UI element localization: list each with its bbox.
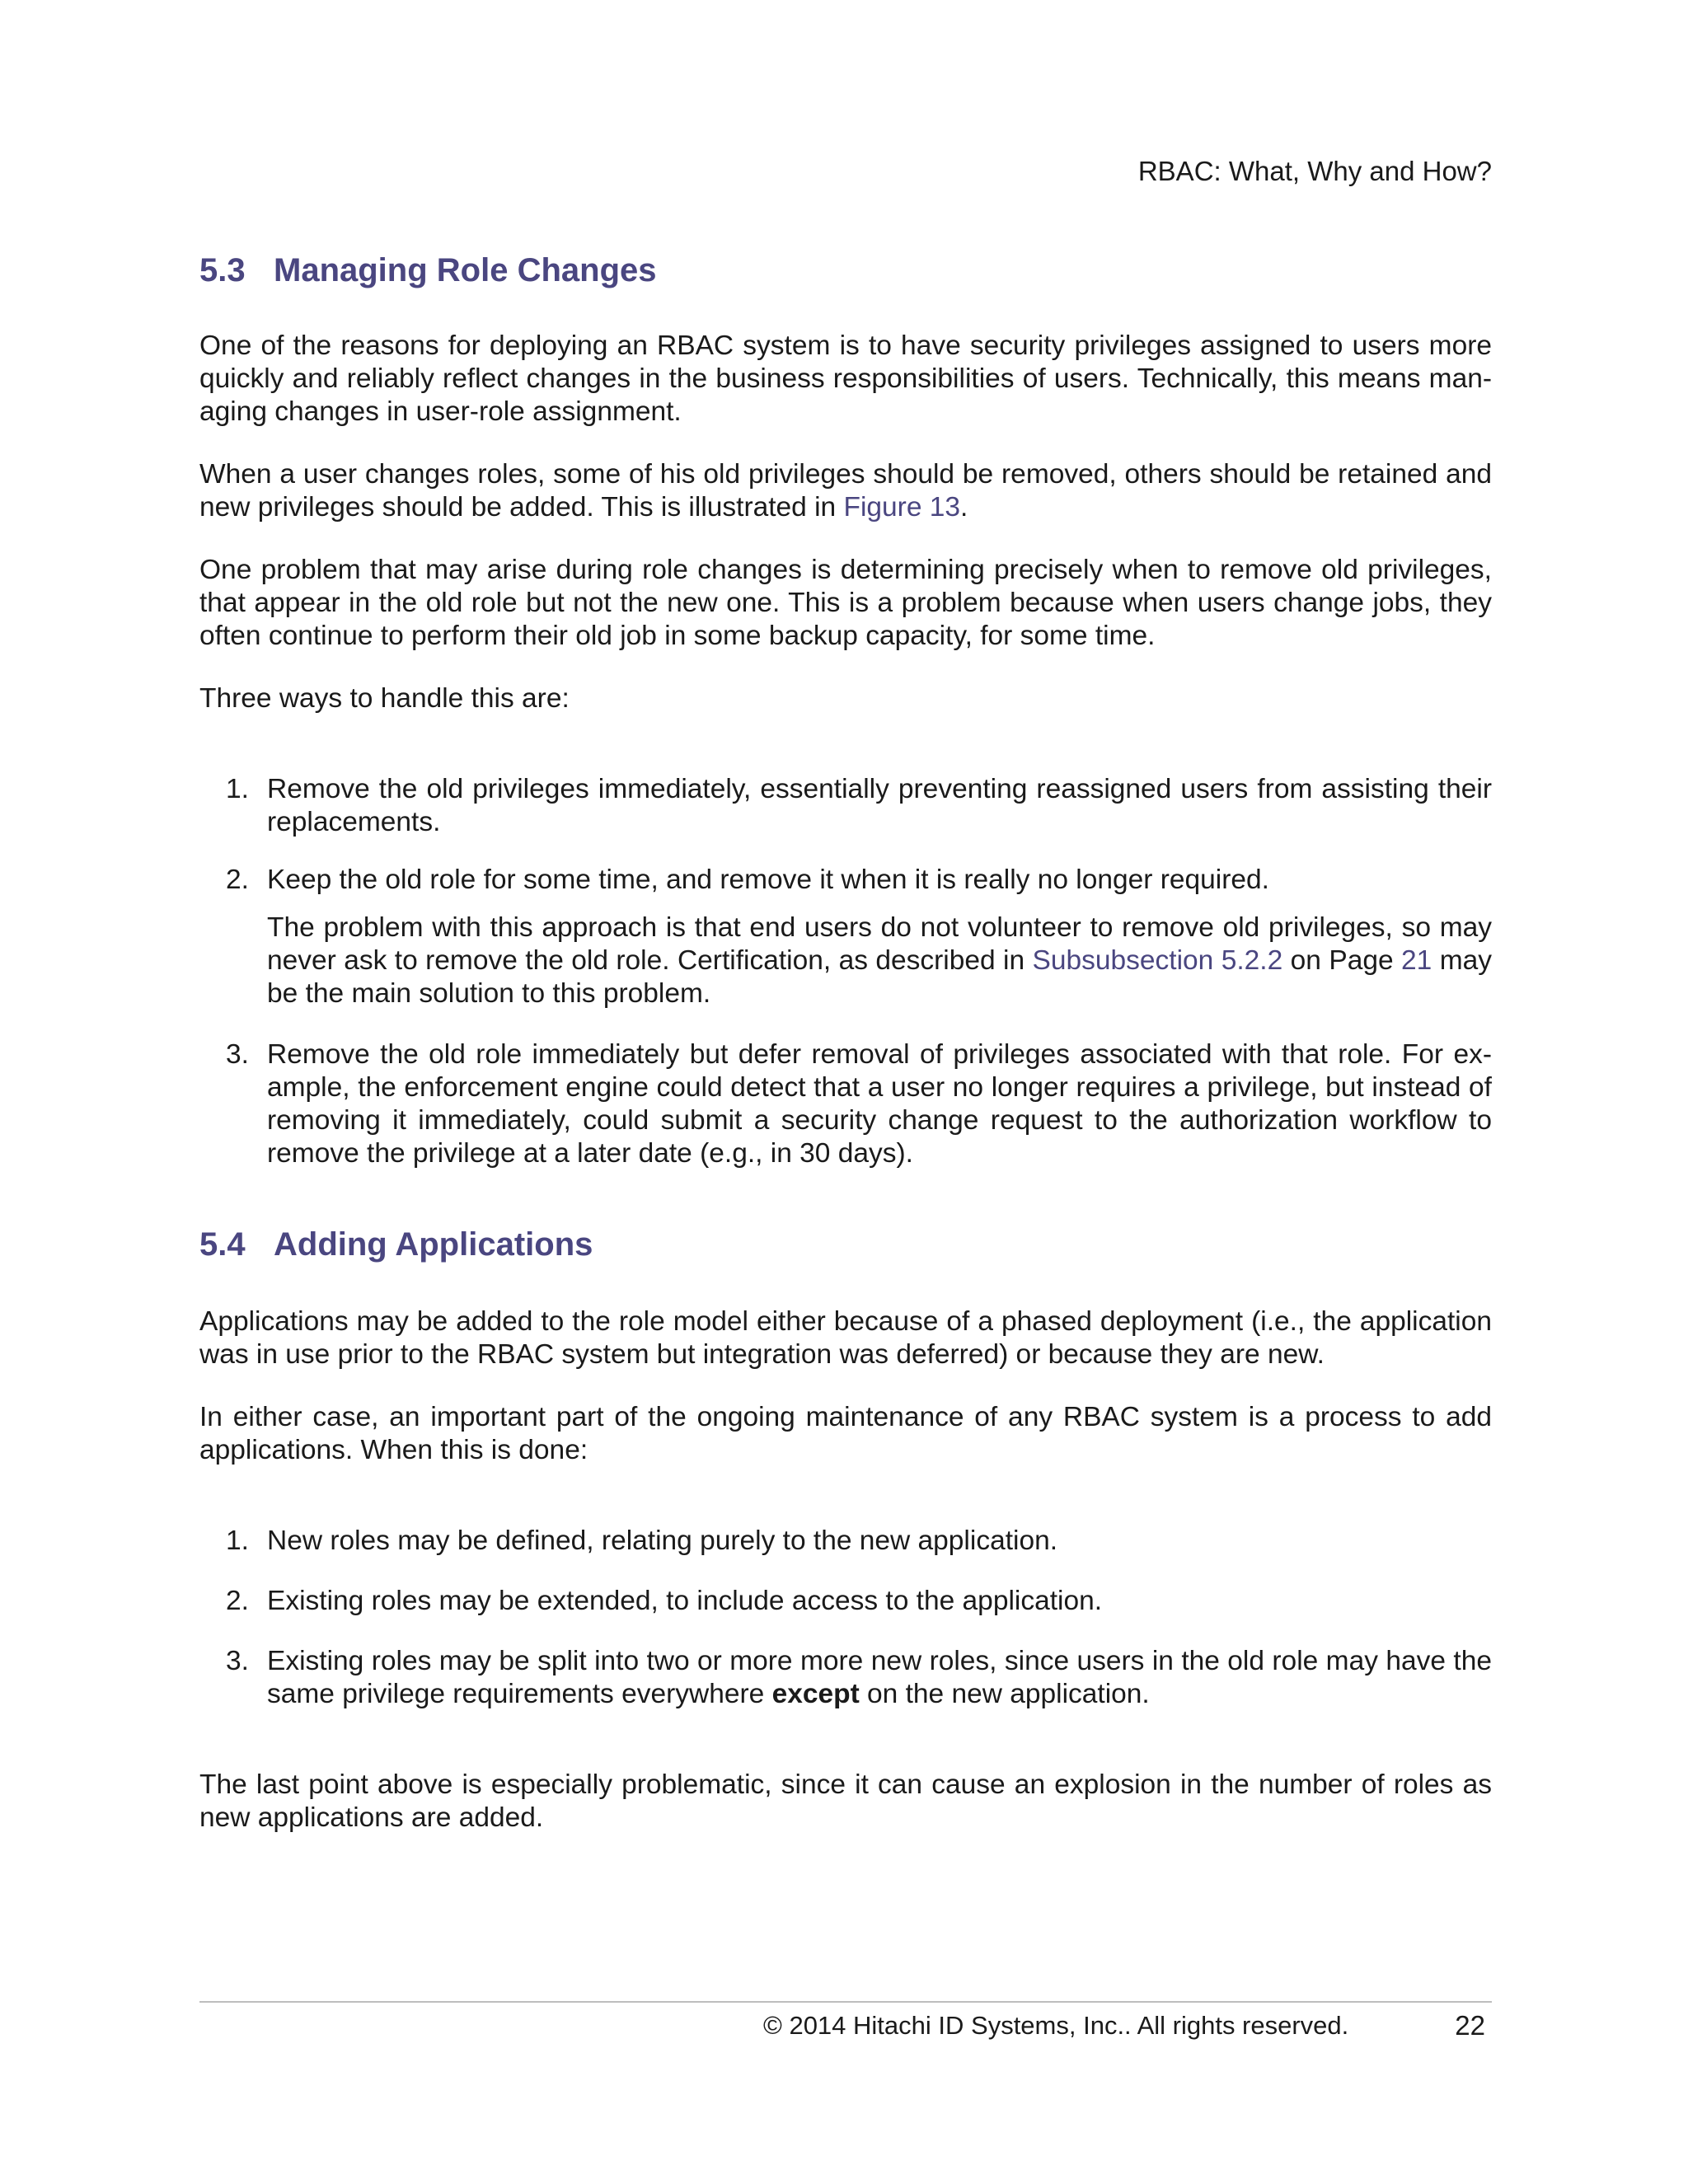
section-number: 5.4 — [199, 1226, 246, 1263]
section-number: 5.3 — [199, 252, 246, 288]
paragraph: One problem that may arise during role changes is determining precisely when to remove old privileges, that appear in the old role but not the new one. This is a problem because when users change jobs, they often continue to perform their old job in some backup capacity, for some time. — [199, 555, 1492, 651]
list-item-text: Existing roles may be extended, to include access to the application. — [267, 1586, 1103, 1616]
paragraph: In either case, an important part of the ongoing maintenance of any RBAC system is a process to add applications. When this is done: — [199, 1402, 1492, 1465]
list-item — [199, 1585, 1492, 1618]
list-item-subparagraph — [267, 912, 1492, 1010]
list-item — [199, 864, 1492, 1010]
section-heading-5-3 — [199, 247, 1492, 293]
page-number: 22 — [1455, 2010, 1485, 2041]
numbered-list — [199, 773, 1492, 1170]
section-heading-5-4 — [199, 1221, 1492, 1268]
list-item — [199, 1038, 1492, 1170]
numbered-list — [199, 1525, 1492, 1711]
paragraph: Applications may be added to the role model either because of a phased deployment (i.e., the application was in use prior to the RBAC system but integration was deferred) or because they are new. — [199, 1306, 1492, 1370]
paragraph — [199, 458, 1492, 524]
list-marker: 1. — [226, 1526, 249, 1556]
page-link[interactable]: 21 — [1401, 945, 1432, 976]
section-title: Adding Applications — [274, 1226, 593, 1263]
list-marker: 3. — [226, 1039, 249, 1070]
paragraph-text: . — [960, 492, 968, 523]
paragraph-text: The problem with this approach is that end users do not volunteer to remove old privileges, so may never ask to remove the old role. Certification, as described in — [267, 912, 1492, 976]
paragraph: One of the reasons for deploying an RBAC system is to have security privileges assigned to users more quickly and reliably reflect changes in the business responsibilities of users. Technically, this means managing changes in user-role assignment. — [199, 330, 1492, 427]
subsubsection-link[interactable]: Subsubsection 5.2.2 — [1032, 945, 1283, 976]
page-content — [199, 247, 1492, 1835]
list-marker: 3. — [226, 1646, 249, 1676]
footer-copyright: © 2014 Hitachi ID Systems, Inc.. All rights reserved. — [763, 2011, 1349, 2040]
paragraph-text: on Page — [1282, 945, 1402, 976]
footer-rule — [199, 2001, 1492, 2003]
list-item-text: on the new application. — [859, 1679, 1150, 1709]
running-header: RBAC: What, Why and How? — [1137, 156, 1492, 186]
paragraph: Three ways to handle this are: — [199, 683, 570, 714]
paragraph: The last point above is especially problematic, since it can cause an explosion in the number of roles as new applications are added. — [199, 1769, 1492, 1833]
list-marker: 2. — [226, 865, 249, 895]
list-item — [199, 1525, 1492, 1558]
list-item-text: Existing roles may be split into two or more more new roles, since users in the old role may have the same privilege requirements everywhere — [267, 1646, 1492, 1709]
list-item — [199, 1645, 1492, 1711]
list-marker: 1. — [226, 774, 249, 804]
list-marker: 2. — [226, 1586, 249, 1616]
list-item-text: New roles may be defined, relating purely to the new application. — [267, 1526, 1058, 1556]
section-title: Managing Role Changes — [274, 252, 657, 288]
list-item — [199, 773, 1492, 839]
list-item-text: Keep the old role for some time, and remove it when it is really no longer required. — [267, 865, 1269, 895]
list-item-text: Remove the old privileges immediately, essentially preventing reassigned users from assisting their replacements. — [267, 774, 1492, 837]
list-item-text: Remove the old role immediately but defer removal of privileges associated with that role. For example, the enforcement engine could detect that a user no longer requires a privilege, but instead of removing it immediately, could submit a security change request to the authorization workflow to remove the privilege at a later date (e.g., in 30 days). — [267, 1039, 1492, 1169]
paragraph-text: When a user changes roles, some of his old privileges should be removed, others should be retained and new privileges should be added. This is illustrated in — [199, 459, 1492, 523]
paragraph-text: may be the main solution to this problem. — [267, 945, 1492, 1009]
figure-link[interactable]: Figure 13 — [843, 492, 961, 523]
emphasis-text: except — [771, 1679, 860, 1709]
